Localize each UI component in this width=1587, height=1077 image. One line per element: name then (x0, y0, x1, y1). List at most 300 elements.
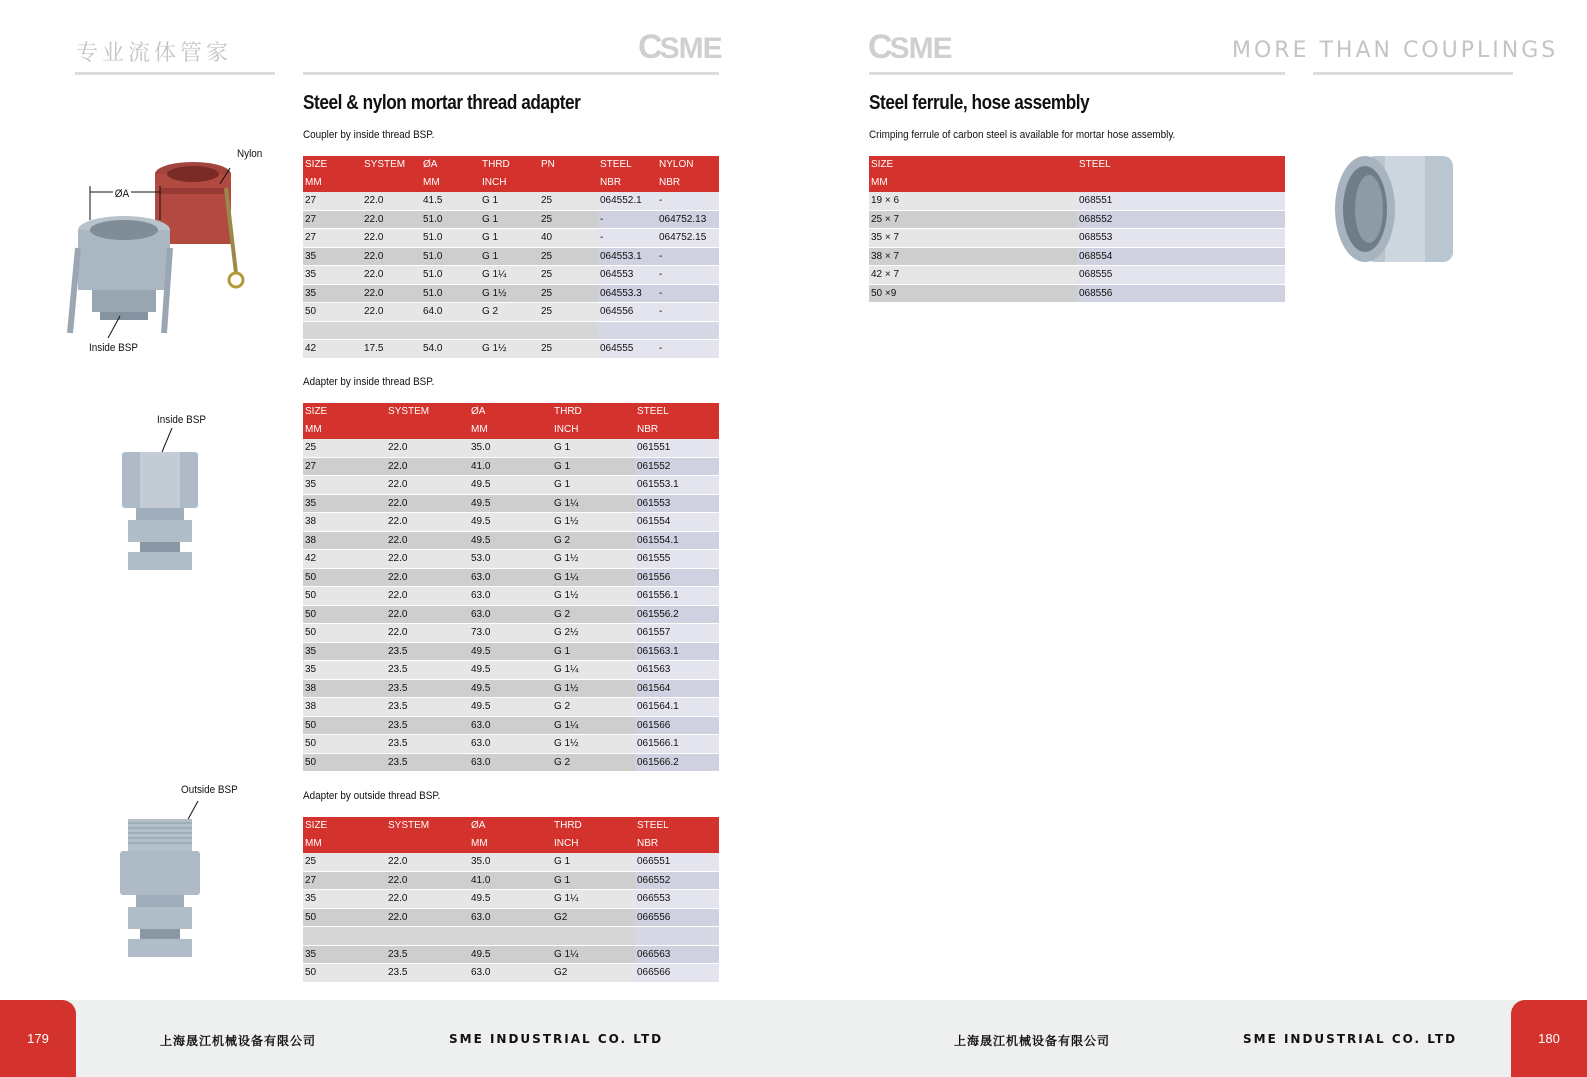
table-row (869, 247, 1285, 266)
table-row (303, 321, 719, 340)
table-cell: G 1 (480, 192, 539, 210)
table-cell: 061563.1 (635, 642, 719, 661)
column-header: INCH (552, 421, 635, 439)
table-cell: 22.0 (362, 247, 421, 266)
table-cell: 25 (539, 284, 598, 303)
table-row (303, 679, 719, 698)
column-header: NYLON (657, 156, 719, 174)
table-cell: 50 (303, 735, 386, 754)
label-inside-bsp: Inside BSP (89, 342, 138, 354)
table-cell: 061566.1 (635, 735, 719, 754)
table-cell: G 1 (552, 871, 635, 890)
table-cell: 061553 (635, 494, 719, 513)
table-cell: 061564 (635, 679, 719, 698)
table-cell: 73.0 (469, 624, 552, 643)
table-row (869, 210, 1285, 229)
table-cell: 49.5 (469, 476, 552, 495)
column-header: INCH (480, 174, 539, 192)
table-cell: G 1½ (552, 513, 635, 532)
table-cell: 22.0 (386, 457, 469, 476)
table-cell (657, 321, 719, 340)
table-cell: 27 (303, 457, 386, 476)
table-cell: G 2 (552, 531, 635, 550)
table-header-row (303, 156, 719, 174)
page-number-left: 179 (0, 1000, 76, 1077)
table-cell: G 1 (552, 476, 635, 495)
column-header: INCH (552, 835, 635, 853)
section-subtitle: Crimping ferrule of carbon steel is available for mortar hose assembly. (869, 129, 1176, 141)
table-header-row (303, 403, 719, 421)
column-header: SYSTEM (362, 156, 421, 174)
table-cell: 63.0 (469, 716, 552, 735)
column-header: MM (869, 174, 1077, 192)
header-rule (869, 72, 1285, 75)
table-row (303, 964, 719, 983)
table-cell: 49.5 (469, 890, 552, 909)
table-cell: - (657, 284, 719, 303)
table-cell: 35 (303, 661, 386, 680)
table-cell: 22.0 (386, 439, 469, 457)
table-cell: 22.0 (386, 531, 469, 550)
table-cell: G 2 (552, 698, 635, 717)
table-row (303, 927, 719, 946)
table-cell: 49.5 (469, 698, 552, 717)
table-row (303, 735, 719, 754)
header-right-tagline: MORE THAN COUPLINGS (1232, 38, 1559, 63)
table-cell: 25 (539, 247, 598, 266)
table-cell: 35 (303, 945, 386, 964)
table-row (869, 284, 1285, 303)
table-cell: 50 ×9 (869, 284, 1077, 303)
table-header-row (303, 835, 719, 853)
table-cell (635, 927, 719, 946)
table-cell: G 1½ (480, 340, 539, 359)
table-row (303, 210, 719, 229)
table-cell: G 2½ (552, 624, 635, 643)
table-cell: 22.0 (386, 908, 469, 927)
table-cell: 25 (539, 340, 598, 359)
table-cell: 41.0 (469, 871, 552, 890)
table-cell: 23.5 (386, 964, 469, 983)
table-cell: 061556.1 (635, 587, 719, 606)
table-cell: 061555 (635, 550, 719, 569)
column-header (362, 174, 421, 192)
table-cell: 19 × 6 (869, 192, 1077, 210)
column-header: MM (303, 835, 386, 853)
table-cell: 23.5 (386, 661, 469, 680)
table-row (303, 550, 719, 569)
table-row (303, 661, 719, 680)
section-subtitle: Coupler by inside thread BSP. (303, 129, 435, 141)
table-cell: G 1 (480, 210, 539, 229)
table-cell: 22.0 (386, 853, 469, 871)
table-cell: 51.0 (421, 210, 480, 229)
table-row (303, 698, 719, 717)
label-oa: ØA (114, 188, 130, 200)
table-row (303, 192, 719, 210)
table-cell: 27 (303, 871, 386, 890)
table-cell: 061566.2 (635, 753, 719, 772)
adapter-inside-table (303, 403, 719, 772)
table-cell: 49.5 (469, 661, 552, 680)
sme-logo: CSME (868, 28, 952, 66)
table-cell: - (657, 192, 719, 210)
table-cell: 22.0 (362, 229, 421, 248)
table-cell: 066551 (635, 853, 719, 871)
table-row (303, 753, 719, 772)
table-cell: 061552 (635, 457, 719, 476)
section-title: Steel & nylon mortar thread adapter (303, 92, 581, 114)
table-cell: 22.0 (386, 476, 469, 495)
table-cell: 50 (303, 587, 386, 606)
table-cell: 35 (303, 890, 386, 909)
table-cell: 63.0 (469, 735, 552, 754)
table-cell: 068552 (1077, 210, 1285, 229)
adapter-outside-image (110, 793, 210, 968)
table-cell: 35 (303, 266, 362, 285)
column-header (1077, 174, 1285, 192)
table-row (303, 605, 719, 624)
header-left-chinese: 专业流体管家 (76, 41, 233, 66)
column-header (386, 421, 469, 439)
table-row (303, 871, 719, 890)
column-header: NBR (635, 421, 719, 439)
label-inside-bsp: Inside BSP (157, 414, 206, 426)
table-cell: 066553 (635, 890, 719, 909)
table-cell: 27 (303, 210, 362, 229)
table-cell: 22.0 (386, 494, 469, 513)
column-header: ØA (469, 403, 552, 421)
table-row (303, 439, 719, 457)
table-cell (386, 927, 469, 946)
table-cell: 50 (303, 303, 362, 322)
table-cell: 50 (303, 716, 386, 735)
table-cell: 35 × 7 (869, 229, 1077, 248)
table-cell: - (657, 340, 719, 359)
section-subtitle: Adapter by outside thread BSP. (303, 790, 441, 802)
table-cell: 54.0 (421, 340, 480, 359)
table-row (303, 531, 719, 550)
table-row (869, 266, 1285, 285)
table-cell: 49.5 (469, 513, 552, 532)
table-cell: 061557 (635, 624, 719, 643)
table-cell: 064752.13 (657, 210, 719, 229)
table-cell: 23.5 (386, 679, 469, 698)
column-header: SIZE (303, 403, 386, 421)
table-row (303, 908, 719, 927)
column-header: SIZE (869, 156, 1077, 174)
column-header: SIZE (303, 817, 386, 835)
table-row (869, 192, 1285, 210)
column-header: NBR (598, 174, 657, 192)
table-cell: 22.0 (386, 568, 469, 587)
table-cell: 38 (303, 531, 386, 550)
table-cell: - (598, 229, 657, 248)
table-cell: - (657, 247, 719, 266)
table-cell: G 1¼ (552, 568, 635, 587)
table-cell: 061554 (635, 513, 719, 532)
table-cell: 25 (539, 192, 598, 210)
table-cell: 41.5 (421, 192, 480, 210)
table-cell: 066563 (635, 945, 719, 964)
table-cell: G 1¼ (552, 716, 635, 735)
table-row (303, 229, 719, 248)
table-cell: 63.0 (469, 587, 552, 606)
table-header-row (303, 817, 719, 835)
column-header: THRD (480, 156, 539, 174)
table-cell: 064552.1 (598, 192, 657, 210)
column-header: ØA (469, 817, 552, 835)
table-cell: 42 × 7 (869, 266, 1077, 285)
column-header: STEEL (1077, 156, 1285, 174)
label-outside-bsp: Outside BSP (181, 784, 238, 796)
table-cell: 23.5 (386, 753, 469, 772)
header-rule (1313, 72, 1513, 75)
table-cell: 066552 (635, 871, 719, 890)
table-cell: 061563 (635, 661, 719, 680)
table-cell: 63.0 (469, 964, 552, 983)
header-rule (75, 72, 275, 75)
table-cell: 23.5 (386, 735, 469, 754)
table-cell: 25 × 7 (869, 210, 1077, 229)
table-cell: G 1 (480, 247, 539, 266)
table-cell (598, 321, 657, 340)
column-header: SYSTEM (386, 817, 469, 835)
table-cell: - (657, 266, 719, 285)
table-cell: 63.0 (469, 908, 552, 927)
table-cell: G 1½ (552, 735, 635, 754)
table-cell: G 1¼ (552, 494, 635, 513)
table-row (303, 340, 719, 359)
table-cell: G 1 (480, 229, 539, 248)
table-cell: 22.0 (362, 192, 421, 210)
column-header: STEEL (598, 156, 657, 174)
table-cell: 22.0 (362, 303, 421, 322)
table-cell: 35 (303, 494, 386, 513)
table-cell: 41.0 (469, 457, 552, 476)
table-cell: 42 (303, 340, 362, 359)
table-cell: 23.5 (386, 642, 469, 661)
table-cell: 064555 (598, 340, 657, 359)
column-header: THRD (552, 817, 635, 835)
table-cell (303, 321, 362, 340)
table-cell: 068553 (1077, 229, 1285, 248)
coupler-table (303, 156, 719, 359)
table-cell: 061553.1 (635, 476, 719, 495)
column-header: MM (469, 835, 552, 853)
table-cell: 40 (539, 229, 598, 248)
column-header: MM (303, 174, 362, 192)
table-cell: G 2 (552, 753, 635, 772)
section-subtitle: Adapter by inside thread BSP. (303, 376, 435, 388)
column-header: THRD (552, 403, 635, 421)
table-cell: 25 (539, 266, 598, 285)
table-cell: 22.0 (386, 624, 469, 643)
label-nylon: Nylon (237, 148, 263, 160)
table-cell (303, 927, 386, 946)
table-cell: 064553.1 (598, 247, 657, 266)
table-cell: 061551 (635, 439, 719, 457)
table-cell: 35 (303, 476, 386, 495)
table-cell: 50 (303, 908, 386, 927)
table-cell: 17.5 (362, 340, 421, 359)
column-header: SIZE (303, 156, 362, 174)
column-header: MM (469, 421, 552, 439)
table-cell: G 1 (552, 853, 635, 871)
table-cell: 38 (303, 698, 386, 717)
header-rule (303, 72, 719, 75)
table-cell (480, 321, 539, 340)
table-cell: 068555 (1077, 266, 1285, 285)
table-cell: 38 × 7 (869, 247, 1077, 266)
table-cell: 23.5 (386, 945, 469, 964)
footer-company-chinese: 上海晟江机械设备有限公司 (954, 1034, 1111, 1048)
table-cell: 64.0 (421, 303, 480, 322)
table-row (303, 642, 719, 661)
column-header (539, 174, 598, 192)
table-cell: 061556.2 (635, 605, 719, 624)
table-cell: 23.5 (386, 698, 469, 717)
table-cell: 63.0 (469, 605, 552, 624)
table-row (869, 229, 1285, 248)
table-cell: G 1½ (480, 284, 539, 303)
table-cell: 35 (303, 642, 386, 661)
table-cell: 49.5 (469, 531, 552, 550)
table-cell: 50 (303, 605, 386, 624)
table-cell: 51.0 (421, 247, 480, 266)
table-cell (539, 321, 598, 340)
table-cell: 42 (303, 550, 386, 569)
table-row (303, 247, 719, 266)
table-cell: 25 (539, 210, 598, 229)
table-cell: 51.0 (421, 229, 480, 248)
table-cell: G2 (552, 964, 635, 983)
table-cell: 23.5 (386, 716, 469, 735)
table-cell: 22.0 (362, 284, 421, 303)
table-row (303, 624, 719, 643)
coupler-product-image (60, 148, 275, 358)
table-header-row (869, 174, 1285, 192)
table-cell: G2 (552, 908, 635, 927)
table-cell: 25 (303, 853, 386, 871)
table-cell: 064553 (598, 266, 657, 285)
table-cell: 061556 (635, 568, 719, 587)
table-cell: 22.0 (362, 266, 421, 285)
table-row (303, 853, 719, 871)
column-header: MM (303, 421, 386, 439)
steel-coupler-shape (70, 216, 170, 333)
table-cell: - (657, 303, 719, 322)
table-cell: 35.0 (469, 439, 552, 457)
table-row (303, 945, 719, 964)
footer-company-chinese: 上海晟江机械设备有限公司 (160, 1034, 317, 1048)
table-row (303, 890, 719, 909)
table-cell: G 1½ (552, 679, 635, 698)
table-cell: 25 (539, 303, 598, 322)
table-cell: 22.0 (386, 550, 469, 569)
table-cell: 22.0 (362, 210, 421, 229)
table-cell: G 1¼ (552, 661, 635, 680)
table-row (303, 716, 719, 735)
table-cell: 066566 (635, 964, 719, 983)
column-header: STEEL (635, 817, 719, 835)
table-header-row (303, 421, 719, 439)
table-cell: 22.0 (386, 890, 469, 909)
table-row (303, 303, 719, 322)
table-cell: 49.5 (469, 679, 552, 698)
table-cell: G 2 (480, 303, 539, 322)
table-cell: 35 (303, 284, 362, 303)
table-cell: 27 (303, 192, 362, 210)
column-header (386, 835, 469, 853)
table-row (303, 284, 719, 303)
table-cell: 35 (303, 247, 362, 266)
table-header-row (303, 174, 719, 192)
table-row (303, 476, 719, 495)
table-cell: 068551 (1077, 192, 1285, 210)
table-cell: 49.5 (469, 945, 552, 964)
table-cell: 068556 (1077, 284, 1285, 303)
column-header: NBR (635, 835, 719, 853)
table-cell: 50 (303, 753, 386, 772)
adapter-outside-table (303, 817, 719, 983)
column-header: NBR (657, 174, 719, 192)
table-cell: 63.0 (469, 753, 552, 772)
table-cell: G 2 (552, 605, 635, 624)
table-cell: 51.0 (421, 266, 480, 285)
table-cell: 35.0 (469, 853, 552, 871)
table-cell: 22.0 (386, 605, 469, 624)
column-header: MM (421, 174, 480, 192)
table-cell: - (598, 210, 657, 229)
table-cell: G 1½ (552, 550, 635, 569)
table-row (303, 494, 719, 513)
table-cell (362, 321, 421, 340)
table-cell: 068554 (1077, 247, 1285, 266)
ferrule-table (869, 156, 1285, 303)
table-cell: 49.5 (469, 494, 552, 513)
table-cell: 38 (303, 513, 386, 532)
ferrule-image (1325, 150, 1465, 270)
table-header-row (869, 156, 1285, 174)
table-cell: 061564.1 (635, 698, 719, 717)
column-header: STEEL (635, 403, 719, 421)
footer-company-english: SME INDUSTRIAL CO. LTD (449, 1032, 664, 1046)
table-cell: 061566 (635, 716, 719, 735)
table-row (303, 587, 719, 606)
table-row (303, 568, 719, 587)
table-row (303, 457, 719, 476)
column-header: ØA (421, 156, 480, 174)
table-cell: G 1¼ (480, 266, 539, 285)
adapter-inside-image (110, 428, 210, 578)
footer-company-english: SME INDUSTRIAL CO. LTD (1243, 1032, 1458, 1046)
table-cell: 064553.3 (598, 284, 657, 303)
table-cell: 51.0 (421, 284, 480, 303)
table-cell: 38 (303, 679, 386, 698)
table-cell: G 1¼ (552, 890, 635, 909)
table-cell: G 1 (552, 642, 635, 661)
table-cell: 22.0 (386, 587, 469, 606)
column-header: PN (539, 156, 598, 174)
table-cell: 22.0 (386, 513, 469, 532)
table-cell (552, 927, 635, 946)
table-cell: 27 (303, 229, 362, 248)
table-cell: G 1¼ (552, 945, 635, 964)
column-header: SYSTEM (386, 403, 469, 421)
table-row (303, 513, 719, 532)
table-cell: 50 (303, 964, 386, 983)
